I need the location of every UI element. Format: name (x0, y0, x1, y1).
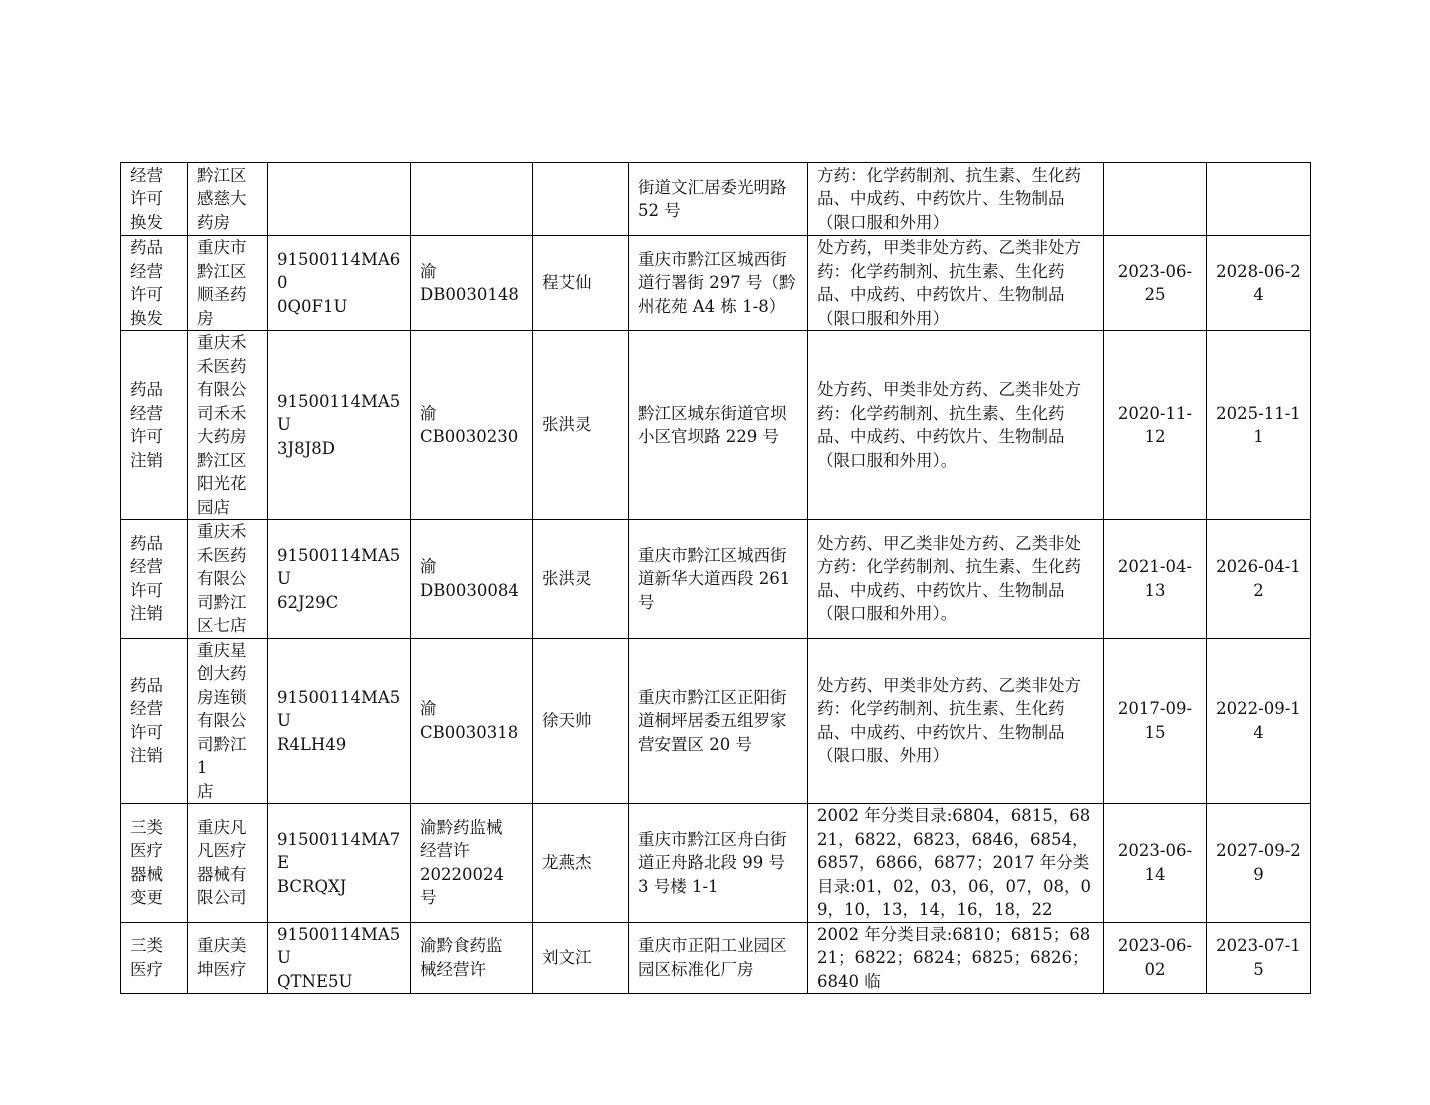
row-type (121, 804, 188, 923)
row-license-number-text: 渝 CB0030230 (420, 403, 519, 446)
row-credit-code (268, 804, 411, 923)
row-license-number (411, 922, 533, 994)
row-business-scope-text: 2002 年分类目录:6804，6815，6821，6822，6823，6846，6854，6857，6866，6877；2017 年分类目录:01，02，03，06，07，08，09，10，13，14，16，18，22 (817, 806, 1092, 919)
row-company-name (188, 331, 268, 520)
row-expiry-date (1207, 331, 1311, 520)
row-company-name (188, 922, 268, 994)
table-row (121, 163, 1311, 236)
row-legal-person-text: 刘文江 (542, 948, 592, 967)
row-license-number-text: 渝 CB0030318 (420, 699, 519, 742)
row-license-number (411, 520, 533, 639)
row-legal-person (533, 638, 629, 804)
row-expiry-date (1207, 236, 1311, 331)
row-address-text: 重庆市黔江区城西街道行署街 297 号（黔州花苑 A4 栋 1-8） (638, 249, 796, 316)
row-issue-date-text: 2017-09-15 (1117, 699, 1193, 742)
row-business-scope (808, 804, 1104, 923)
row-expiry-date (1207, 922, 1311, 994)
row-expiry-date (1207, 520, 1311, 639)
row-issue-date (1104, 804, 1207, 923)
row-type-text: 药品 经营 许可 换发 (130, 238, 163, 328)
row-credit-code (268, 331, 411, 520)
row-company-name-text: 重庆禾 禾医药 有限公 司黔江 区七店 (197, 522, 247, 635)
row-expiry-date-text: 2023-07-15 (1216, 936, 1301, 979)
row-credit-code (268, 163, 411, 236)
row-credit-code-text: 91500114MA7E BCRQXJ (277, 829, 401, 896)
row-legal-person (533, 922, 629, 994)
row-expiry-date-text: 2026-04-12 (1216, 557, 1301, 600)
row-expiry-date-text: 2025-11-11 (1216, 403, 1301, 446)
row-type-text: 经营 许可 换发 (130, 165, 163, 232)
row-expiry-date (1207, 163, 1311, 236)
row-type-text: 三类 医疗 器械 变更 (130, 817, 163, 908)
row-business-scope-text: 方药：化学药制剂、抗生素、生化药品、中成药、中药饮片、生物制品（限口服和外用） (817, 165, 1081, 232)
row-credit-code (268, 520, 411, 639)
row-legal-person-text: 龙燕杰 (542, 853, 592, 872)
table-row (121, 331, 1311, 520)
row-type (121, 638, 188, 804)
row-license-number (411, 638, 533, 804)
row-company-name-text: 黔江区 感慈大 药房 (197, 165, 247, 232)
row-issue-date (1104, 922, 1207, 994)
table-row (121, 804, 1311, 923)
row-credit-code-text: 91500114MA5U 62J29C (277, 545, 401, 612)
table-row (121, 236, 1311, 331)
row-issue-date (1104, 520, 1207, 639)
row-expiry-date-text: 2028-06-24 (1216, 261, 1301, 304)
row-type (121, 331, 188, 520)
row-license-number-text: 渝黔药监械 经营许 20220024 号 (420, 817, 504, 908)
row-address (629, 163, 808, 236)
row-address-text: 黔江区城东街道官坝小区官坝路 229 号 (638, 403, 787, 446)
row-credit-code-text: 91500114MA5U QTNE5U (277, 924, 401, 991)
row-license-number-text: 渝黔食药监 械经营许 (420, 936, 503, 979)
license-table (120, 162, 1311, 994)
row-type-text: 药品 经营 许可 注销 (130, 380, 163, 470)
row-company-name-text: 重庆美 坤医疗 (197, 936, 247, 979)
row-issue-date-text: 2023-06-02 (1117, 936, 1193, 979)
row-credit-code-text: 91500114MA5U R4LH49 (277, 687, 401, 754)
row-legal-person (533, 331, 629, 520)
row-address (629, 638, 808, 804)
row-type-text: 三类 医疗 (130, 936, 163, 979)
row-business-scope-text: 处方药、甲类非处方药、乙类非处方药：化学药制剂、抗生素、生化药品、中成药、中药饮片、生物制品（限口服、外用） (817, 675, 1081, 766)
row-business-scope (808, 520, 1104, 639)
row-company-name (188, 236, 268, 331)
row-issue-date-text: 2023-06-25 (1117, 261, 1193, 304)
row-address-text: 重庆市黔江区正阳街道桐坪居委五组罗家营安置区 20 号 (638, 687, 787, 754)
row-issue-date (1104, 638, 1207, 804)
row-credit-code (268, 922, 411, 994)
row-credit-code (268, 638, 411, 804)
row-company-name (188, 163, 268, 236)
row-issue-date (1104, 236, 1207, 331)
row-type (121, 922, 188, 994)
row-address (629, 331, 808, 520)
row-type-text: 药品 经营 许可 注销 (130, 533, 163, 624)
row-legal-person (533, 804, 629, 923)
row-address (629, 922, 808, 994)
row-business-scope (808, 922, 1104, 994)
row-business-scope-text: 处方药、甲乙类非处方药、乙类非处方药：化学药制剂、抗生素、生化药品、中成药、中药饮片、生物制品（限口服和外用）。 (817, 533, 1081, 624)
row-company-name-text: 重庆星 创大药 房连锁 有限公 司黔江 1 店 (197, 640, 247, 801)
row-company-name-text: 重庆市 黔江区 顺圣药 房 (197, 238, 247, 328)
row-company-name-text: 重庆凡 凡医疗 器械有 限公司 (197, 817, 247, 908)
row-legal-person-text: 张洪灵 (542, 569, 592, 588)
row-legal-person-text: 徐天帅 (542, 711, 592, 730)
row-legal-person-text: 张洪灵 (542, 415, 592, 435)
row-issue-date (1104, 163, 1207, 236)
row-legal-person (533, 163, 629, 236)
row-address-text: 重庆市黔江区城西街道新华大道西段 261 号 (638, 545, 791, 612)
row-business-scope-text: 处方药，甲类非处方药、乙类非处方药：化学药制剂、抗生素、生化药品、中成药、中药饮片、生物制品（限口服和外用） (817, 238, 1081, 328)
row-business-scope (808, 638, 1104, 804)
row-address-text: 重庆市黔江区舟白街道正舟路北段 99 号 3 号楼 1-1 (638, 829, 787, 896)
row-business-scope-text: 处方药、甲类非处方药、乙类非处方药：化学药制剂、抗生素、生化药品、中成药、中药饮片、生物制品（限口服和外用）。 (817, 380, 1081, 470)
row-type (121, 163, 188, 236)
row-address (629, 236, 808, 331)
row-issue-date (1104, 331, 1207, 520)
row-license-number (411, 163, 533, 236)
row-address-text: 重庆市正阳工业园区园区标准化厂房 (638, 936, 787, 979)
row-company-name-text: 重庆禾 禾医药 有限公 司禾禾 大药房 黔江区 阳光花 园店 (197, 333, 247, 517)
row-business-scope (808, 163, 1104, 236)
row-legal-person (533, 520, 629, 639)
row-credit-code-text: 91500114MA5U 3J8J8D (277, 391, 401, 458)
row-expiry-date-text: 2022-09-14 (1216, 699, 1301, 742)
row-company-name (188, 804, 268, 923)
row-business-scope (808, 331, 1104, 520)
row-license-number (411, 331, 533, 520)
row-expiry-date (1207, 638, 1311, 804)
row-credit-code (268, 236, 411, 331)
row-license-number (411, 804, 533, 923)
row-credit-code-text: 91500114MA60 0Q0F1U (277, 249, 401, 316)
row-type (121, 236, 188, 331)
row-legal-person-text: 程艾仙 (542, 273, 592, 293)
row-address-text: 街道文汇居委光明路 52 号 (638, 177, 787, 220)
row-type-text: 药品 经营 许可 注销 (130, 675, 163, 766)
row-license-number (411, 236, 533, 331)
row-issue-date-text: 2023-06-14 (1117, 841, 1193, 884)
table-row (121, 638, 1311, 804)
row-company-name (188, 638, 268, 804)
row-address (629, 520, 808, 639)
row-issue-date-text: 2020-11-12 (1117, 403, 1193, 446)
row-company-name (188, 520, 268, 639)
row-business-scope (808, 236, 1104, 331)
row-expiry-date (1207, 804, 1311, 923)
row-issue-date-text: 2021-04-13 (1117, 557, 1193, 600)
row-address (629, 804, 808, 923)
table-row (121, 922, 1311, 994)
row-expiry-date-text: 2027-09-29 (1216, 841, 1301, 884)
row-license-number-text: 渝 DB0030148 (420, 261, 519, 304)
row-legal-person (533, 236, 629, 331)
row-license-number-text: 渝 DB0030084 (420, 557, 519, 600)
table-row (121, 520, 1311, 639)
row-type (121, 520, 188, 639)
row-business-scope-text: 2002 年分类目录:6810；6815；6821；6822；6824；6825；6826；6840 临 (817, 924, 1091, 991)
